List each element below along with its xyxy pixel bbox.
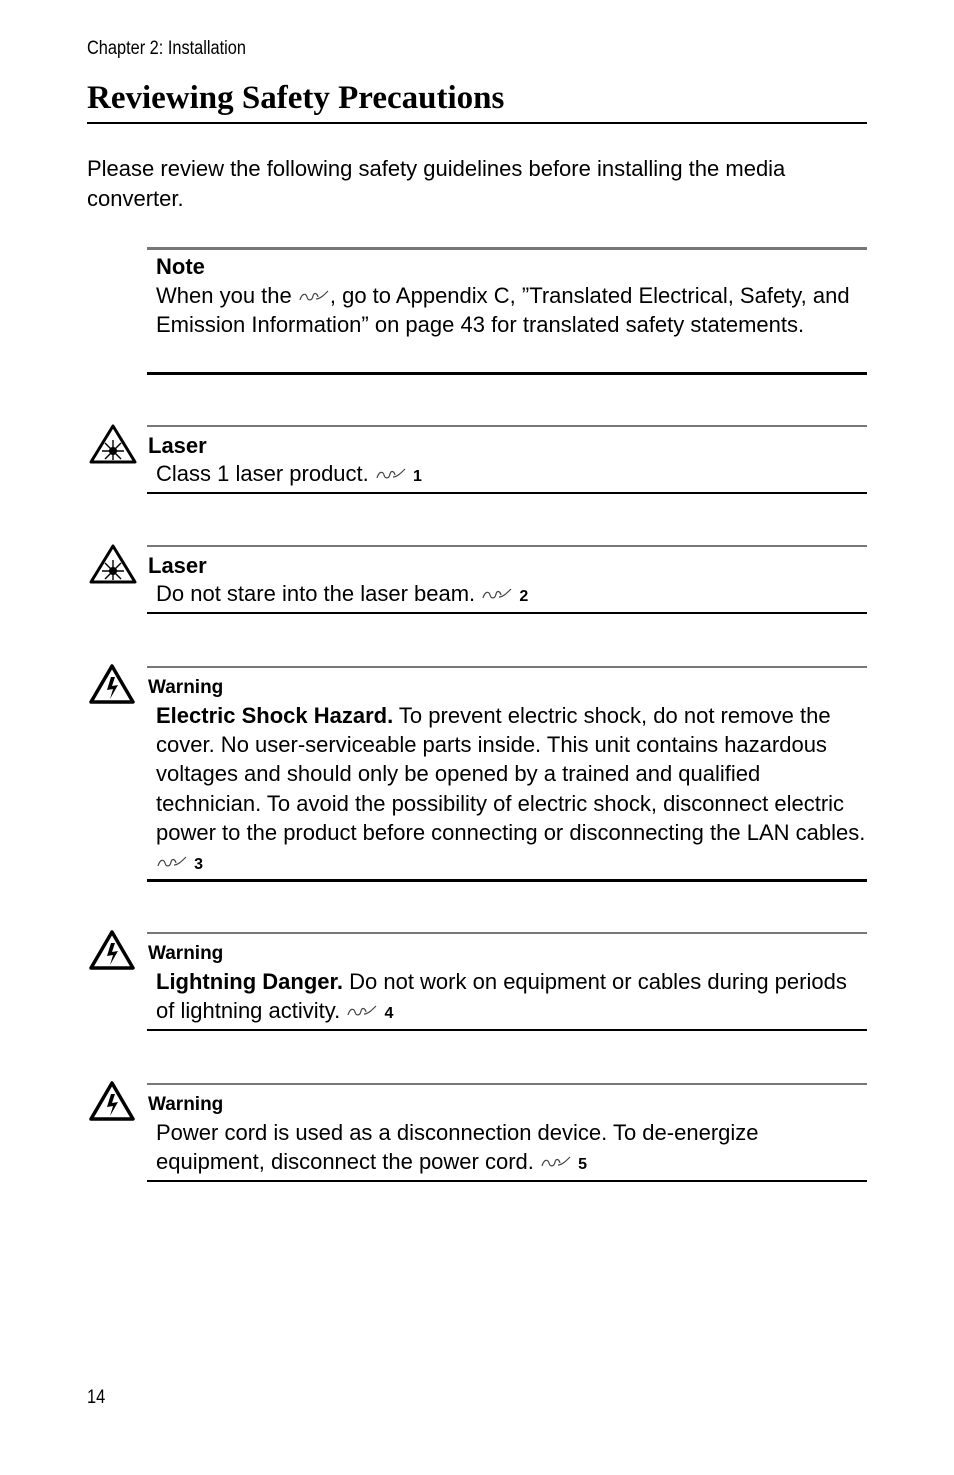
warning-2-top-rule bbox=[147, 932, 867, 934]
laser-1-bottom-rule bbox=[147, 492, 867, 494]
translation-marker-icon bbox=[375, 459, 407, 488]
warning-block-lightning bbox=[147, 932, 867, 1032]
warning-1-bottom-rule bbox=[147, 879, 867, 882]
note-body bbox=[156, 281, 866, 339]
warning-2-label: Warning bbox=[148, 943, 224, 964]
translation-ref-number: 4 bbox=[384, 1005, 394, 1023]
translation-marker-icon bbox=[156, 847, 188, 876]
title-rule bbox=[87, 122, 867, 124]
note-bottom-rule bbox=[147, 372, 867, 375]
note-top-rule bbox=[147, 247, 867, 250]
laser-1-body bbox=[156, 459, 866, 491]
note-label: Note bbox=[156, 254, 205, 279]
translation-marker-icon bbox=[540, 1147, 572, 1176]
warning-1-label: Warning bbox=[148, 677, 224, 698]
page-number: 14 bbox=[87, 1387, 106, 1408]
laser-2-bottom-rule bbox=[147, 612, 867, 614]
laser-1-top-rule bbox=[147, 425, 867, 427]
translation-ref-number: 1 bbox=[413, 468, 422, 485]
laser-block-1 bbox=[147, 425, 867, 495]
warning-3-body bbox=[156, 1118, 866, 1179]
laser-block-2 bbox=[147, 545, 867, 615]
translation-ref-number: 3 bbox=[194, 856, 204, 874]
warning-2-text: Do not work on equipment or cables during periods of lightning activity. bbox=[156, 969, 847, 1024]
laser-2-top-rule bbox=[147, 545, 867, 547]
translation-ref-number: 5 bbox=[578, 1156, 588, 1174]
laser-2-text: Do not stare into the laser beam. bbox=[156, 581, 482, 606]
translation-marker-icon bbox=[346, 996, 378, 1025]
translation-marker-icon bbox=[298, 281, 330, 310]
warning-3-label: Warning bbox=[148, 1094, 224, 1115]
warning-3-top-rule bbox=[147, 1083, 867, 1085]
electric-hazard-icon bbox=[88, 1080, 136, 1127]
laser-1-label: Laser bbox=[148, 433, 207, 458]
translation-ref-number: 2 bbox=[519, 588, 529, 605]
running-header: Chapter 2: Installation bbox=[87, 38, 246, 59]
warning-2-bottom-rule bbox=[147, 1029, 867, 1031]
warning-2-body bbox=[156, 967, 866, 1028]
laser-2-body bbox=[156, 579, 866, 611]
warning-1-body bbox=[156, 701, 866, 879]
electric-hazard-icon bbox=[88, 663, 136, 710]
warning-1-bold: Electric Shock Hazard. bbox=[156, 703, 394, 728]
warning-2-bold: Lightning Danger. bbox=[156, 969, 343, 994]
note-block bbox=[147, 247, 867, 375]
laser-2-label: Laser bbox=[148, 553, 207, 578]
warning-block-power-cord bbox=[147, 1083, 867, 1183]
laser-1-text: Class 1 laser product. bbox=[156, 461, 375, 486]
warning-3-text: Power cord is used as a disconnection device. To de-energize equipment, disconnect the power cord. bbox=[156, 1120, 759, 1175]
electric-hazard-icon bbox=[88, 929, 136, 976]
note-text-before: When you the bbox=[156, 283, 298, 308]
warning-block-electric-shock bbox=[147, 666, 867, 882]
laser-warning-icon bbox=[88, 543, 138, 590]
translation-marker-icon bbox=[481, 579, 513, 608]
laser-warning-icon bbox=[88, 423, 138, 470]
note-text-after: , go to Appendix C, ”Translated Electrical, Safety, and Emission Information” on page 43 for translated safety statements. bbox=[156, 283, 850, 338]
warning-1-text: To prevent electric shock, do not remove the cover. No user-serviceable parts inside. This unit contains hazardous voltages and should only be opened by a trained and qualified technician. To avoid the possibility of electric shock, disconnect electric power to the product before connecting or disconnecting the LAN cables. bbox=[156, 703, 866, 845]
intro-paragraph: Please review the following safety guidelines before installing the media converter. bbox=[87, 156, 786, 211]
warning-1-top-rule bbox=[147, 666, 867, 668]
warning-3-bottom-rule bbox=[147, 1180, 867, 1182]
page-title: Reviewing Safety Precautions bbox=[87, 80, 505, 116]
